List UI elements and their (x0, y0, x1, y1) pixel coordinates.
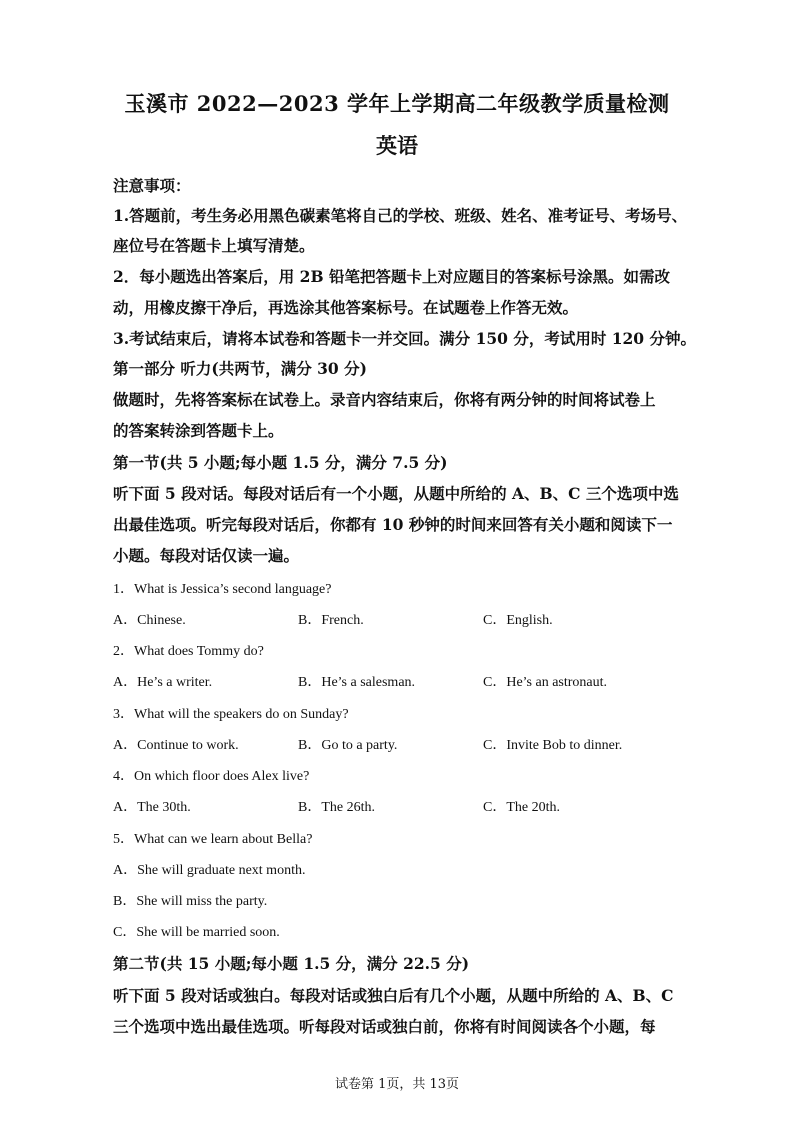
question-2-option-c: C．He’s an astronaut. (483, 675, 608, 690)
section2-instruction-line-1: 听下面 5 段对话或独白。每段对话或独白后有几个小题，从题中所给的 A、B、C (113, 986, 674, 1005)
question-1-option-b: B．French. (298, 613, 364, 628)
section1-instruction-line-2: 出最佳选项。听完每段对话后，你都有 10 秒钟的时间来回答有关小题和阅读下一 (113, 515, 673, 534)
question-3-option-c: C．Invite Bob to dinner. (483, 738, 623, 753)
note-item-3: 3.考试结束后，请将本试卷和答题卡一并交回。满分 150 分，考试用时 120 分钟。 (113, 329, 696, 348)
notes-heading: 注意事项： (113, 176, 191, 195)
question-4-option-c: C．The 20th. (483, 800, 560, 815)
question-1-option-a: A．Chinese. (113, 613, 186, 628)
question-5: 5．What can we learn about Bella? (113, 832, 313, 847)
subject-title: 英语 (376, 133, 418, 158)
question-3-option-a: A．Continue to work. (113, 738, 239, 753)
note-item-2-line-1: 2．每小题选出答案后，用 2B 铅笔把答题卡上对应题目的答案标号涂黑。如需改 (113, 267, 670, 286)
part1-intro-line-2: 的答案转涂到答题卡上。 (113, 421, 284, 440)
question-5-option-c: C．She will be married soon. (113, 925, 280, 940)
question-4: 4．On which floor does Alex live? (113, 769, 310, 784)
page-number-footer: 试卷第 1页，共 13页 (334, 1077, 460, 1092)
section1-instruction-line-3: 小题。每段对话仅读一遍。 (113, 546, 300, 565)
part1-heading: 第一部分 听力(共两节，满分 30 分) (113, 359, 367, 378)
question-4-option-b: B．The 26th. (298, 800, 375, 815)
question-2: 2．What does Tommy do? (113, 644, 264, 659)
question-1: 1．What is Jessica’s second language? (113, 582, 332, 597)
note-item-2-line-2: 动，用橡皮擦干净后，再选涂其他答案标号。在试题卷上作答无效。 (113, 298, 579, 317)
exam-title: 玉溪市 2022—2023 学年上学期高二年级教学质量检测 (124, 91, 670, 116)
question-1-option-c: C．English. (483, 613, 553, 628)
note-item-1-line-2: 座位号在答题卡上填写清楚。 (113, 236, 315, 255)
question-4-option-a: A．The 30th. (113, 800, 191, 815)
question-2-option-a: A．He’s a writer. (113, 675, 213, 690)
part1-intro-line-1: 做题时，先将答案标在试卷上。录音内容结束后，你将有两分钟的时间将试卷上 (113, 390, 656, 409)
question-2-option-b: B．He’s a salesman. (298, 675, 416, 690)
note-item-1-line-1: 1.答题前，考生务必用黑色碳素笔将自己的学校、班级、姓名、准考证号、考场号、 (113, 206, 688, 225)
section2-instruction-line-2: 三个选项中选出最佳选项。听每段对话或独白前，你将有时间阅读各个小题，每 (113, 1017, 656, 1036)
question-3-option-b: B．Go to a party. (298, 738, 398, 753)
question-5-option-b: B．She will miss the party. (113, 894, 268, 909)
section2-heading: 第二节(共 15 小题;每小题 1.5 分，满分 22.5 分) (113, 954, 470, 973)
section1-instruction-line-1: 听下面 5 段对话。每段对话后有一个小题，从题中所给的 A、B、C 三个选项中选 (113, 484, 679, 503)
question-5-option-a: A．She will graduate next month. (113, 863, 306, 878)
question-3: 3．What will the speakers do on Sunday? (113, 707, 349, 722)
section1-heading: 第一节(共 5 小题;每小题 1.5 分，满分 7.5 分) (113, 453, 448, 472)
